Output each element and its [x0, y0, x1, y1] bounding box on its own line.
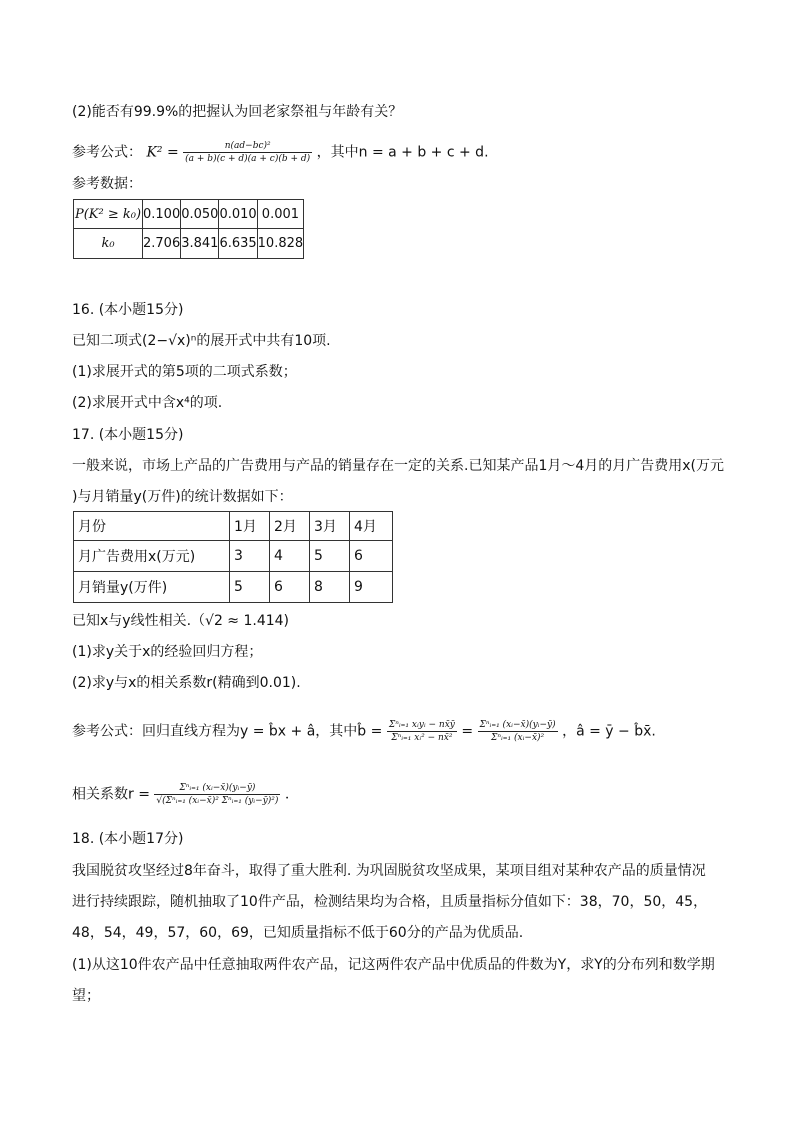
- q15-data-label: 参考数据：: [72, 176, 142, 192]
- q18-line3: 48，54，49，57，60，69，已知质量指标不低于60分的产品为优质品.: [72, 925, 524, 941]
- q17-stem-line2: )与月销量y(万件)的统计数据如下：: [72, 489, 293, 505]
- fraction-denominator: Σⁿᵢ₌₁ (xᵢ−x̄)²: [490, 733, 545, 743]
- q15-formula: [72, 140, 489, 165]
- table-cell: 8: [310, 572, 350, 603]
- table-cell: 3月: [310, 512, 350, 541]
- table-cell: 6: [350, 541, 393, 572]
- q17-part1: (1)求y关于x的经验回归方程；: [72, 644, 263, 660]
- slope-fraction-1: [387, 719, 457, 744]
- table-cell: 3: [230, 541, 270, 572]
- fraction-denominator: Σⁿᵢ₌₁ xᵢ² − nx̄²: [391, 733, 453, 743]
- q17-part2: (2)求y与x的相关系数r(精确到0.01).: [72, 675, 301, 691]
- q17-stem-line1: 一般来说，市场上产品的广告费用与产品的销量存在一定的关系.已知某产品1月～4月的月广告费用x(万元: [72, 458, 725, 474]
- intercept-formula: ，â = ȳ − b̂x̄.: [562, 723, 656, 740]
- q15-part2: (2)能否有99.9%的把握认为回老家祭祖与年龄有关？: [72, 104, 403, 120]
- table-cell: 9: [350, 572, 393, 603]
- table-row: [74, 512, 393, 541]
- ad-sales-table: [73, 511, 393, 603]
- fraction-numerator: Σⁿᵢ₌₁ (xᵢ−x̄)(yᵢ−ȳ): [154, 782, 280, 795]
- q18-line1: 我国脱贫攻坚经过8年奋斗，取得了重大胜利. 为巩固脱贫攻坚成果，某项目组对某种农产品的质量情况: [72, 863, 706, 879]
- table-row: [74, 572, 393, 603]
- reference-data-table: [73, 199, 304, 259]
- table-cell: 4月: [350, 512, 393, 541]
- table-cell: k₀: [74, 229, 143, 259]
- table-cell: 0.001: [257, 200, 304, 229]
- table-cell: 1月: [230, 512, 270, 541]
- q16-part1: (1)求展开式的第5项的二项式系数；: [72, 364, 297, 380]
- table-row: [74, 200, 304, 229]
- q17-note: 已知x与y线性相关.（√2 ≈ 1.414): [72, 613, 290, 629]
- fraction-numerator: Σⁿᵢ₌₁ (xᵢ−x̄)(yᵢ−ȳ): [479, 720, 556, 730]
- formula-prefix: 参考公式：回归直线方程为y = b̂x + â，其中b̂ =: [72, 723, 383, 740]
- table-cell: 10.828: [257, 229, 304, 259]
- q18-part1-line2: 望；: [72, 988, 100, 1004]
- fraction-denominator: (a + b)(c + d)(a + c)(b + d): [185, 154, 311, 164]
- table-cell: 3.841: [181, 229, 219, 259]
- table-cell: 月份: [74, 512, 230, 541]
- q16-header: 16. (本小题15分): [72, 302, 184, 318]
- table-cell: 0.050: [181, 200, 219, 229]
- table-cell: P(K² ≥ k₀): [74, 200, 143, 229]
- fraction-numerator: Σⁿᵢ₌₁ xᵢyᵢ − nx̄ȳ: [388, 720, 455, 730]
- table-cell: 5: [310, 541, 350, 572]
- fraction-denominator: √(Σⁿᵢ₌₁ (xᵢ−x̄)² Σⁿᵢ₌₁ (yᵢ−ȳ)²): [156, 796, 279, 806]
- table-cell: 5: [230, 572, 270, 603]
- formula-tail: ，其中n = a + b + c + d.: [316, 144, 489, 161]
- correlation-fraction: [154, 782, 280, 807]
- formula-prefix: 相关系数r =: [72, 786, 150, 803]
- table-cell: 4: [270, 541, 310, 572]
- table-cell: 月广告费用x(万元): [74, 541, 230, 572]
- table-cell: 6: [270, 572, 310, 603]
- table-cell: 0.100: [143, 200, 181, 229]
- table-cell: 月销量y(万件): [74, 572, 230, 603]
- q17-correlation-formula: 相关系数r = $\frac{\text{Σⁿᵢ₌₁ (xᵢ−x̄)(yᵢ−ȳ)}}{\text{√(Σⁿᵢ₌₁ (xᵢ−x̄)² Σⁿᵢ₌₁ (yᵢ−ȳ)²)}}$ .: [72, 783, 290, 806]
- q18-header: 18. (本小题17分): [72, 831, 184, 847]
- table-row: [74, 541, 393, 572]
- q18-part1-line1: (1)从这10件农产品中任意抽取两件农产品，记这两件农产品中优质品的件数为Y，求Y的分布列和数学期: [72, 957, 715, 973]
- fraction-numerator: n(ad−bc)²: [183, 140, 312, 153]
- table-row: [74, 229, 304, 259]
- q18-line2: 进行持续跟踪，随机抽取了10件产品，检测结果均为合格，且质量指标分值如下：38，70，50，45，: [72, 894, 708, 910]
- slope-fraction-2: [478, 719, 558, 744]
- formula-lhs: K² =: [146, 144, 179, 161]
- q17-regression-formula: 参考公式：回归直线方程为y = b̂x + â，其中b̂ = $\frac{\text{Σⁿᵢ₌₁ xᵢyᵢ − nx̄ȳ}}{\text{Σⁿᵢ₌₁ xᵢ² − nx̄²}}$ = $\frac{\text{Σⁿᵢ₌₁ (xᵢ−x̄)(yᵢ−ȳ)}}{\text{Σⁿᵢ₌₁ (xᵢ−x̄)²}}$ ，â = ȳ − b̂x̄.: [72, 720, 656, 743]
- table-cell: 2.706: [143, 229, 181, 259]
- table-cell: 0.010: [219, 200, 257, 229]
- q17-header: 17. (本小题15分): [72, 427, 184, 443]
- q16-part2: (2)求展开式中含x⁴的项.: [72, 395, 223, 411]
- table-cell: 2月: [270, 512, 310, 541]
- formula-label: 参考公式：: [72, 144, 142, 161]
- chi-square-fraction: [183, 140, 312, 165]
- q16-stem: 已知二项式(2−√x)ⁿ的展开式中共有10项.: [72, 333, 331, 349]
- table-cell: 6.635: [219, 229, 257, 259]
